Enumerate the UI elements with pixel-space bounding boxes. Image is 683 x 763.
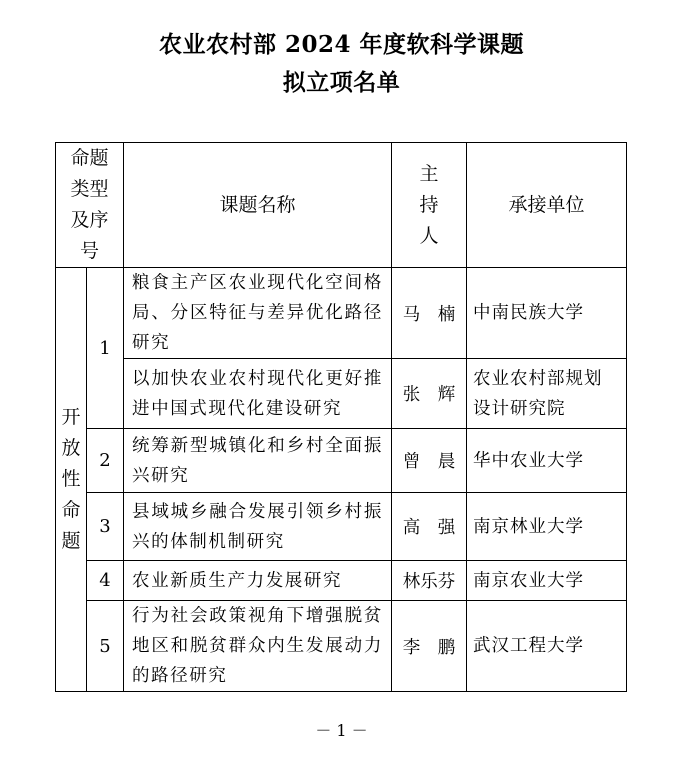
topic-cell: 统筹新型城镇化和乡村全面振兴研究 [124, 429, 392, 493]
topic-cell: 行为社会政策视角下增强脱贫地区和脱贫群众内生发展动力的路径研究 [124, 601, 392, 692]
host-cell: 张 辉 [392, 359, 467, 429]
table-row [56, 268, 627, 359]
group-number: 5 [87, 601, 124, 692]
header-topic: 课题名称 [124, 143, 392, 268]
topic-cell: 以加快农业农村现代化更好推进中国式现代化建设研究 [124, 359, 392, 429]
host-cell: 高 强 [392, 493, 467, 561]
host-cell: 马 楠 [392, 268, 467, 359]
document-subtitle: 拟立项名单 [282, 69, 401, 96]
host-cell: 林乐芬 [392, 561, 467, 601]
header-host: 主持人 [392, 143, 467, 268]
topic-cell: 农业新质生产力发展研究 [124, 561, 392, 601]
org-cell: 南京林业大学 [467, 493, 627, 561]
org-cell: 武汉工程大学 [467, 601, 627, 692]
document-title: 农业农村部 2024 年度软科学课题 [158, 31, 525, 58]
table-row [56, 429, 627, 493]
category-cell: 开放性命题 [56, 268, 87, 692]
table-row [56, 561, 627, 601]
host-cell: 李 鹏 [392, 601, 467, 692]
group-number: 4 [87, 561, 124, 601]
group-number: 2 [87, 429, 124, 493]
project-table [55, 142, 627, 692]
org-cell: 华中农业大学 [467, 429, 627, 493]
topic-cell: 粮食主产区农业现代化空间格局、分区特征与差异优化路径研究 [124, 268, 392, 359]
table-row [56, 359, 627, 429]
group-number: 3 [87, 493, 124, 561]
table-row [56, 493, 627, 561]
group-number: 1 [87, 268, 124, 429]
topic-cell: 县域城乡融合发展引领乡村振兴的体制机制研究 [124, 493, 392, 561]
header-category: 命题类型及序号 [56, 143, 124, 268]
header-org: 承接单位 [467, 143, 627, 268]
org-cell: 中南民族大学 [467, 268, 627, 359]
host-cell: 曾 晨 [392, 429, 467, 493]
org-cell: 农业农村部规划设计研究院 [467, 359, 627, 429]
page-number: － 1 － [315, 721, 368, 740]
table-header-row [56, 143, 627, 268]
table-row [56, 601, 627, 692]
org-cell: 南京农业大学 [467, 561, 627, 601]
